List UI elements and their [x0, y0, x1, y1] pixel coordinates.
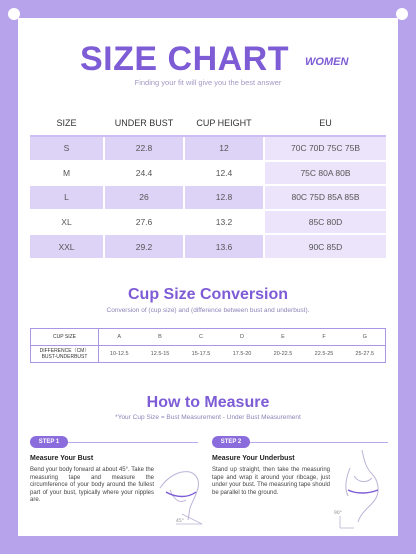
cup-size-label: CUP SIZE [31, 329, 99, 346]
cup-conversion-subtitle: Conversion of (cup size) and (difference between bust and underbust). [106, 307, 310, 314]
cup-letter: G [345, 329, 386, 346]
difference-label-line2: BUST-UNDERBUST [41, 354, 88, 360]
step1-body: Bend your body forward at about 45°. Take the measuring tape and measure the circumference of your body around the fullest part of your bust, typically where your nipples are. [30, 467, 154, 504]
underbust-measure-figure [332, 446, 388, 530]
size-table-header [30, 110, 386, 136]
cup-conversion-title: Cup Size Conversion [127, 286, 289, 303]
step2-title: Measure Your Underbust [212, 455, 295, 462]
column-header-cup-height: CUP HEIGHT [184, 110, 264, 136]
cup-letter: A [99, 329, 140, 346]
step1-angle: 45° [176, 519, 184, 524]
table-row [30, 234, 386, 259]
cup-conversion-table [30, 328, 386, 363]
eu-cell: 80C 75D 85A 85B [264, 185, 386, 210]
size-cell: L [30, 185, 104, 210]
under-bust-cell: 27.6 [104, 210, 184, 235]
difference-label-line1: DIFFERENCE（CM） [39, 348, 90, 354]
size-cell: S [30, 136, 104, 161]
cup-height-cell: 13.2 [184, 210, 264, 235]
step2-body: Stand up straight, then take the measuring tape and wrap it around your ribcage, just under your bust. The measuring tape should be parallel to the ground. [212, 467, 330, 496]
difference-row [31, 346, 386, 363]
cup-letter: B [140, 329, 181, 346]
size-chart-card [18, 18, 398, 536]
table-row [30, 161, 386, 186]
cup-letter: F [304, 329, 345, 346]
page-subtitle: WOMEN [305, 56, 349, 68]
step2-pill: STEP 2 [212, 436, 250, 448]
table-row [30, 136, 386, 161]
eu-cell: 70C 70D 75C 75B [264, 136, 386, 161]
cup-height-cell: 12.4 [184, 161, 264, 186]
difference-value: 15-17.5 [191, 351, 211, 357]
difference-value: 25-27.5 [355, 351, 375, 357]
under-bust-cell: 26 [104, 185, 184, 210]
size-table [30, 110, 386, 260]
cup-height-cell: 12 [184, 136, 264, 161]
under-bust-cell: 22.8 [104, 136, 184, 161]
tagline: Finding your fit will give you the best answer [134, 78, 282, 87]
how-to-measure-title: How to Measure [146, 394, 270, 411]
under-bust-cell: 29.2 [104, 234, 184, 259]
difference-value: 17.5-20 [232, 351, 252, 357]
cup-letter: E [263, 329, 304, 346]
size-cell: XXL [30, 234, 104, 259]
cup-height-cell: 12.8 [184, 185, 264, 210]
step2-angle: 90° [334, 511, 342, 516]
table-row [30, 185, 386, 210]
page-title: SIZE CHART [80, 40, 289, 78]
difference-label [31, 346, 99, 363]
how-to-measure-subtitle: *Your Cup Size = Bust Measurement - Under Bust Measurement [115, 414, 301, 421]
cup-letter: C [181, 329, 222, 346]
cup-size-row [31, 329, 386, 346]
under-bust-cell: 24.4 [104, 161, 184, 186]
eu-cell: 90C 85D [264, 234, 386, 259]
difference-value: 12.5-15 [150, 351, 170, 357]
difference-value: 22.5-25 [314, 351, 334, 357]
bust-measure-figure [156, 448, 206, 530]
table-row [30, 210, 386, 235]
column-header-size: SIZE [30, 110, 104, 136]
column-header-eu: EU [264, 110, 386, 136]
size-cell: XL [30, 210, 104, 235]
size-cell: M [30, 161, 104, 186]
step1-title: Measure Your Bust [30, 455, 94, 462]
cup-letter: D [222, 329, 263, 346]
eu-cell: 85C 80D [264, 210, 386, 235]
step1-pill: STEP 1 [30, 436, 68, 448]
column-header-under-bust: UNDER BUST [104, 110, 184, 136]
difference-value: 20-22.5 [273, 351, 293, 357]
difference-value: 10-12.5 [109, 351, 129, 357]
cup-height-cell: 13.6 [184, 234, 264, 259]
eu-cell: 75C 80A 80B [264, 161, 386, 186]
